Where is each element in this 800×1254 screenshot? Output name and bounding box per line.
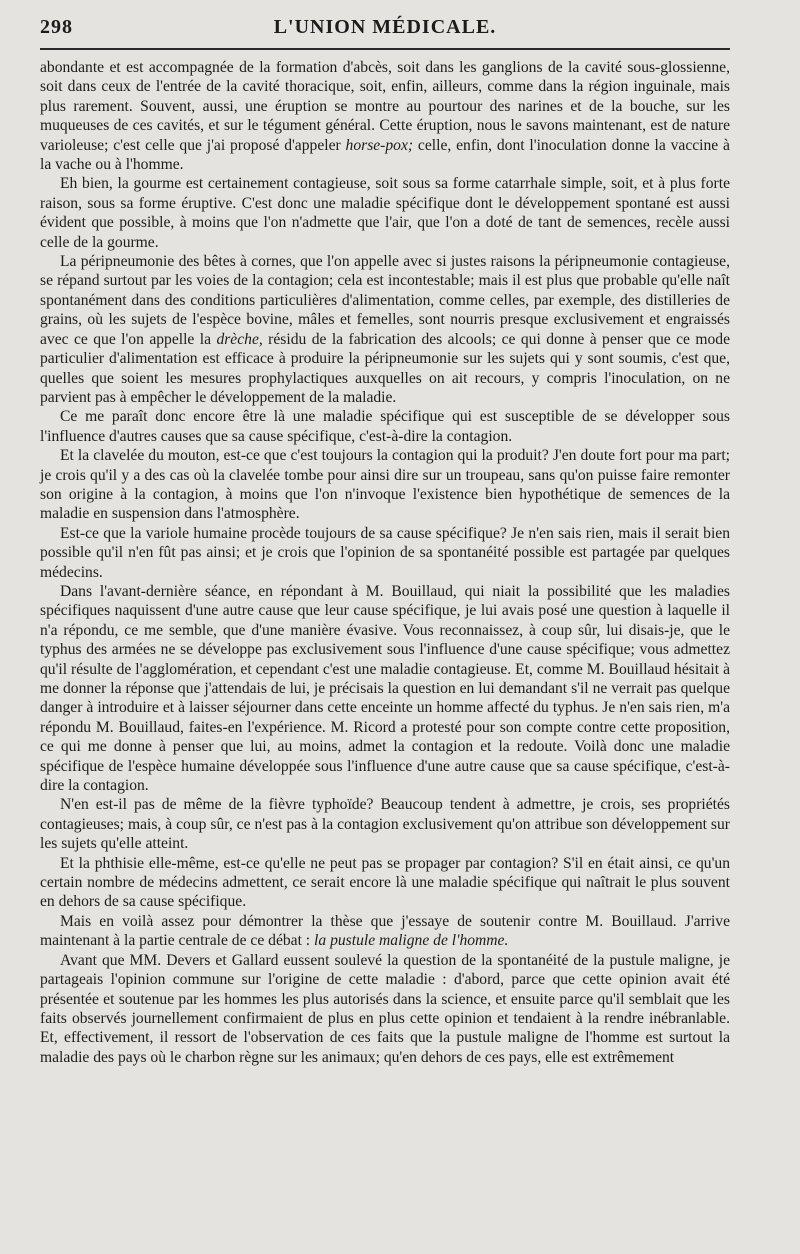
page-number: 298: [40, 16, 73, 38]
text-run: N'en est-il pas de même de la fièvre typhoïde? Beaucoup tendent à admettre, je crois, ses propriétés contagieuses; mais, à coup sûr, ce n'est pas à la contagion exclusivement qu'on attribue son développement sur les sujets qu'elle atteint.: [40, 796, 730, 853]
paragraph: [40, 524, 730, 582]
paragraph: [40, 407, 730, 446]
paragraph: [40, 582, 730, 795]
text-run: Et la phthisie elle-même, est-ce qu'elle ne peut pas se propager par contagion? S'il en était ainsi, ce qu'un certain nombre de médecins admettent, ce serait encore là une maladie spécifique qui naîtrait le plus souvent en dehors de sa cause spécifique.: [40, 854, 730, 911]
text-run: Dans l'avant-dernière séance, en répondant à M. Bouillaud, qui niait la possibilité que les maladies spécifiques naquissent d'une autre cause que leur cause spécifique, je lui avais posé une question à laquelle il n'a répondu, ce me semble, que d'une manière évasive. Vous reconnaissez, à coup sûr, lui disais-je, que le typhus des armées ne se développe pas exclusivement sous l'influence d'une cause spécifique; vous admettez qu'il résulte de l'agglomération, et cependant c'est une maladie contagieuse. Et, comme M. Bouillaud hésitait à me donner la réponse que j'attendais de lui, je précisais la question en lui demandant s'il ne verrait pas quelque danger à introduire et à laisser séjourner dans cette enceinte un homme affecté du typhus. Je n'en sais rien, m'a répondu M. Bouillaud, faites-en l'expérience. M. Ricord a protesté pour son compte contre cette proposition, ce qui me donne à penser que lui, au moins, admet la contagion et la redoute. Voilà donc une maladie spécifique de l'espèce humaine développée sous l'influence d'une autre cause que sa cause spécifique, c'est-à-dire la contagion.: [40, 582, 730, 795]
text-run: celle, enfin, dont l'inoculation donne la vaccine à la vache ou à l'homme.: [40, 136, 730, 174]
paragraph: [40, 174, 730, 252]
text-run: La péripneumonie des bêtes à cornes, que l'on appelle avec si justes raisons la péripneumonie contagieuse, se répand surtout par les voies de la contagion; cela est incontestable; mais il est plus que probable qu'elle naît spontanément dans des conditions particulières d'alimentation, comme celles, par exemple, des distilleries de grains, où les sujets de l'espèce bovine, mâles et femelles, sont nourris presque exclusivement et engraissés avec ce que l'on appelle la: [40, 253, 730, 348]
text-run: Mais en voilà assez pour démontrer la thèse que j'essaye de soutenir contre M. Bouillaud. J'arrive maintenant à la partie centrale de ce débat :: [40, 912, 730, 950]
text-run: Est-ce que la variole humaine procède toujours de sa cause spécifique? Je n'en sais rien, mais il serait bien possible qu'il n'en fût pas ainsi; et je crois que l'opinion de sa spontanéité possible est partagée par quelques médecins.: [40, 524, 730, 581]
paragraph: [40, 252, 730, 407]
italic-phrase: drèche,: [216, 330, 263, 348]
header-rule: [40, 48, 730, 50]
text-run: abondante et est accompagnée de la formation d'abcès, soit dans les ganglions de la cavité sous-glossienne, soit dans ceux de l'entrée de la cavité thoracique, soit, enfin, ailleurs, comme dans la région inguinale, mais plus rarement. Souvent, aussi, une éruption se montre au pourtour des narines et de la bouche, sur les muqueuses de ces cavités, et sur le tégument général. Cette éruption, nous le savons maintenant, est de nature varioleuse; c'est celle que j'ai proposé d'appeler: [40, 59, 730, 154]
paragraph: [40, 58, 730, 174]
text-run: Ce me paraît donc encore être là une maladie spécifique qui est susceptible de se développer sous l'influence d'autres causes que sa cause spécifique, c'est-à-dire la contagion.: [40, 408, 730, 445]
paragraph: [40, 795, 730, 853]
text-run: résidu de la fabrication des alcools; ce qui donne à penser que ce mode particulier d'alimentation est efficace à produire la péripneumonie sur les sujets qui y sont soumis, c'est que, quelles que soient les mesures prophylactiques auxquelles on ait recours, y compris l'inoculation, on ne parvient pas à empêcher le développement de la maladie.: [40, 330, 730, 406]
italic-phrase: la pustule maligne de l'homme.: [314, 932, 509, 950]
text-run: Avant que MM. Devers et Gallard eussent soulevé la question de la spontanéité de la pustule maligne, je partageais l'opinion commune sur l'origine de cette maladie : d'abord, parce que cette opinion avait été présentée et soutenue par les hommes les plus autorisés dans la science, et ensuite parce qu'il semblait que les faits observés journellement confirmaient de plus en plus cette opinion et tendaient à la rendre inébranlable. Et, effectivement, il ressort de l'observation de ces faits que la pustule maligne de l'homme est surtout la maladie des pays où le charbon règne sur les animaux; qu'en dehors de ces pays, elle est extrêmement: [40, 951, 730, 1066]
article-body: [40, 58, 730, 1067]
paragraph: [40, 951, 730, 1067]
text-run: Eh bien, la gourme est certainement contagieuse, soit sous sa forme catarrhale simple, soit, et à plus forte raison, sous sa forme éruptive. C'est donc une maladie spécifique dont le développement spontané est aussi évident que possible, à moins que l'on n'admette que l'air, que l'on a doté de tant de semences, recèle aussi celle de la gourme.: [40, 175, 730, 251]
paragraph: [40, 446, 730, 524]
page-header: [40, 14, 730, 42]
text-run: Et la clavelée du mouton, est-ce que c'est toujours la contagion qui la produit? J'en doute fort pour ma part; je crois qu'il y a des cas où la clavelée tombe pour ainsi dire sur un troupeau, sans qu'on puisse faire remonter son origine à la contagion, à moins que l'on n'invoque l'existence bien hypothétique de semences de la maladie en suspension dans l'atmosphère.: [40, 447, 730, 523]
paragraph: [40, 854, 730, 912]
running-title: L'UNION MÉDICALE.: [273, 16, 497, 38]
italic-phrase: horse-pox;: [345, 136, 414, 154]
paragraph: [40, 912, 730, 951]
